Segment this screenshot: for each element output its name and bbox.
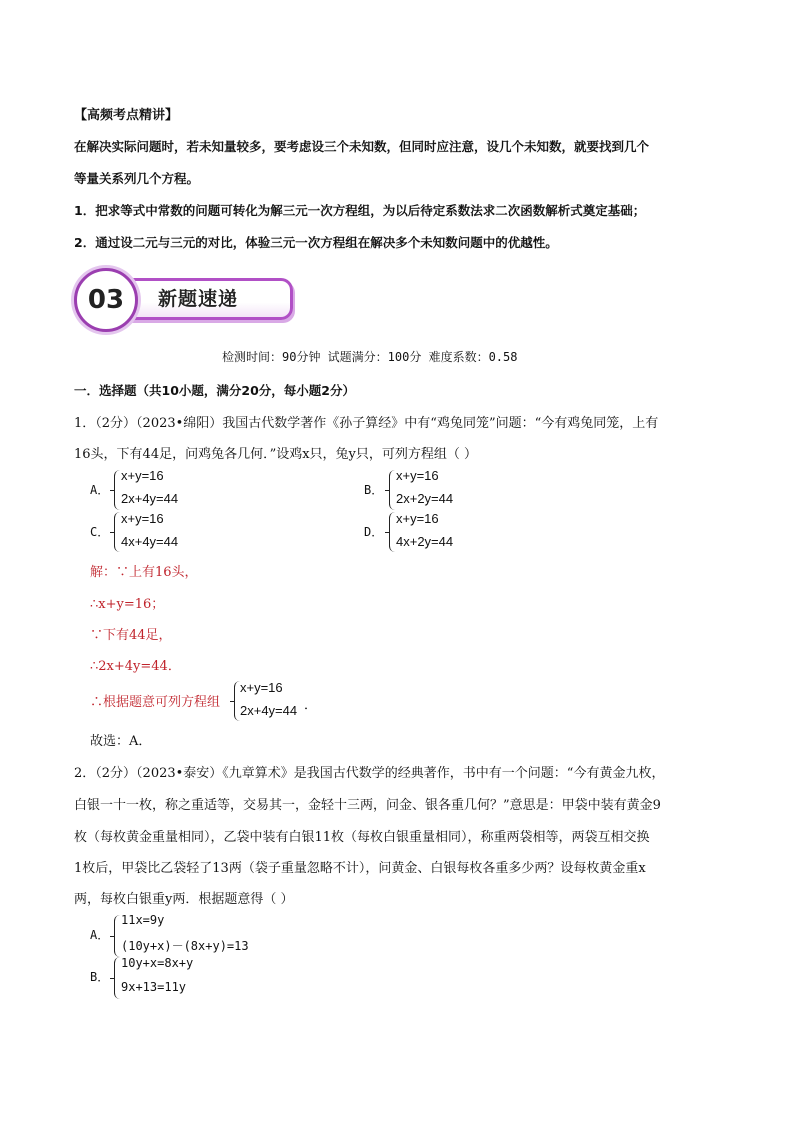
q1-solution-4: ∴2x+4y=44． [90,659,181,674]
q1-solution-1: 解：∵上有16头， [90,565,198,580]
q1-line-1: 1．（2分）（2023•绵阳）我国古代数学著作《孙子算经》中有“鸡兔同笼”问题：“今有鸡兔同笼，上有 [74,416,659,431]
equation: x+y=16 [121,511,164,526]
q2-line-5: 两，每枚白银重y两．根据题意得（ ） [74,892,294,907]
brace-icon [114,957,121,999]
equation: 10y+x=8x+y [121,956,194,970]
intro-line-1: 在解决实际问题时，若未知量较多，要考虑设三个未知数，但同时应注意，设几个未知数，就要找到几个 [74,139,650,154]
period: ． [304,698,318,713]
option-label: A． [90,483,110,497]
q1-solution-2: ∴x+y=16； [90,597,165,612]
option-label: A． [90,928,110,942]
option-label: C． [90,525,110,539]
badge-label: 新题速递 [158,288,239,310]
equation: x+y=16 [396,468,439,483]
option-label: B． [364,483,384,497]
brace-icon [389,512,396,552]
equation: 4x+2y=44 [396,534,454,549]
section-badge [74,268,294,328]
equation: 2x+2y=44 [396,491,454,506]
equation: x+y=16 [240,680,283,695]
section-heading: 【高频考点精讲】 [74,108,179,123]
q1-line-2: 16头，下有44足，问鸡兔各几何．”设鸡x只，兔y只，可列方程组（ ） [74,447,478,462]
intro-point-2: 2．通过设二元与三元的对比，体验三元一次方程组在解决多个未知数问题中的优越性。 [74,235,558,250]
intro-point-1: 1．把求等式中常数的问题可转化为解三元一次方程组，为以后待定系数法求二次函数解析式奠定基础； [74,203,646,218]
equation: 11x=9y [121,913,165,927]
option-label: D． [364,525,384,539]
equation: (10y+x)－(8x+y)=13 [121,939,249,953]
q2-line-2: 白银一十一枚，称之重适等，交易其一，金轻十三两，问金、银各重几何？”意思是：甲袋中装有黄金9 [74,798,661,813]
brace-icon [114,512,121,552]
test-info: 检测时间：90分钟 试题满分：100分 难度系数：0.58 [222,350,518,364]
q2-line-1: 2．（2分）（2023•泰安）《九章算术》是我国古代数学的经典著作，书中有一个问题：“今有黄金九枚， [74,766,665,781]
q2-line-4: 1枚后，甲袋比乙袋轻了13两（袋子重量忽略不计），问黄金、白银每枚各重多少两？设每枚黄金重x [74,861,646,876]
brace-icon [114,915,121,957]
q1-solution-3: ∵下有44足， [90,628,172,643]
equation: 9x+13=11y [121,980,187,994]
equation: x+y=16 [396,511,439,526]
option-label: B． [90,970,110,984]
part-title: 一．选择题（共10小题，满分20分，每小题2分） [74,383,355,398]
equation: x+y=16 [121,468,164,483]
equation: 4x+4y=44 [121,534,179,549]
intro-line-2: 等量关系列几个方程。 [74,171,200,186]
q1-solution-5: ∴根据题意可列方程组 [90,695,221,710]
badge-number: 03 [74,268,138,332]
equation: 2x+4y=44 [240,703,298,718]
equation: 2x+4y=44 [121,491,179,506]
brace-icon [389,470,396,510]
q1-answer: 故选：A． [90,734,152,749]
brace-icon [114,470,121,510]
q2-line-3: 枚（每枚黄金重量相同），乙袋中装有白银11枚（每枚白银重量相同），称重两袋相等，两袋互相交换 [74,830,650,845]
